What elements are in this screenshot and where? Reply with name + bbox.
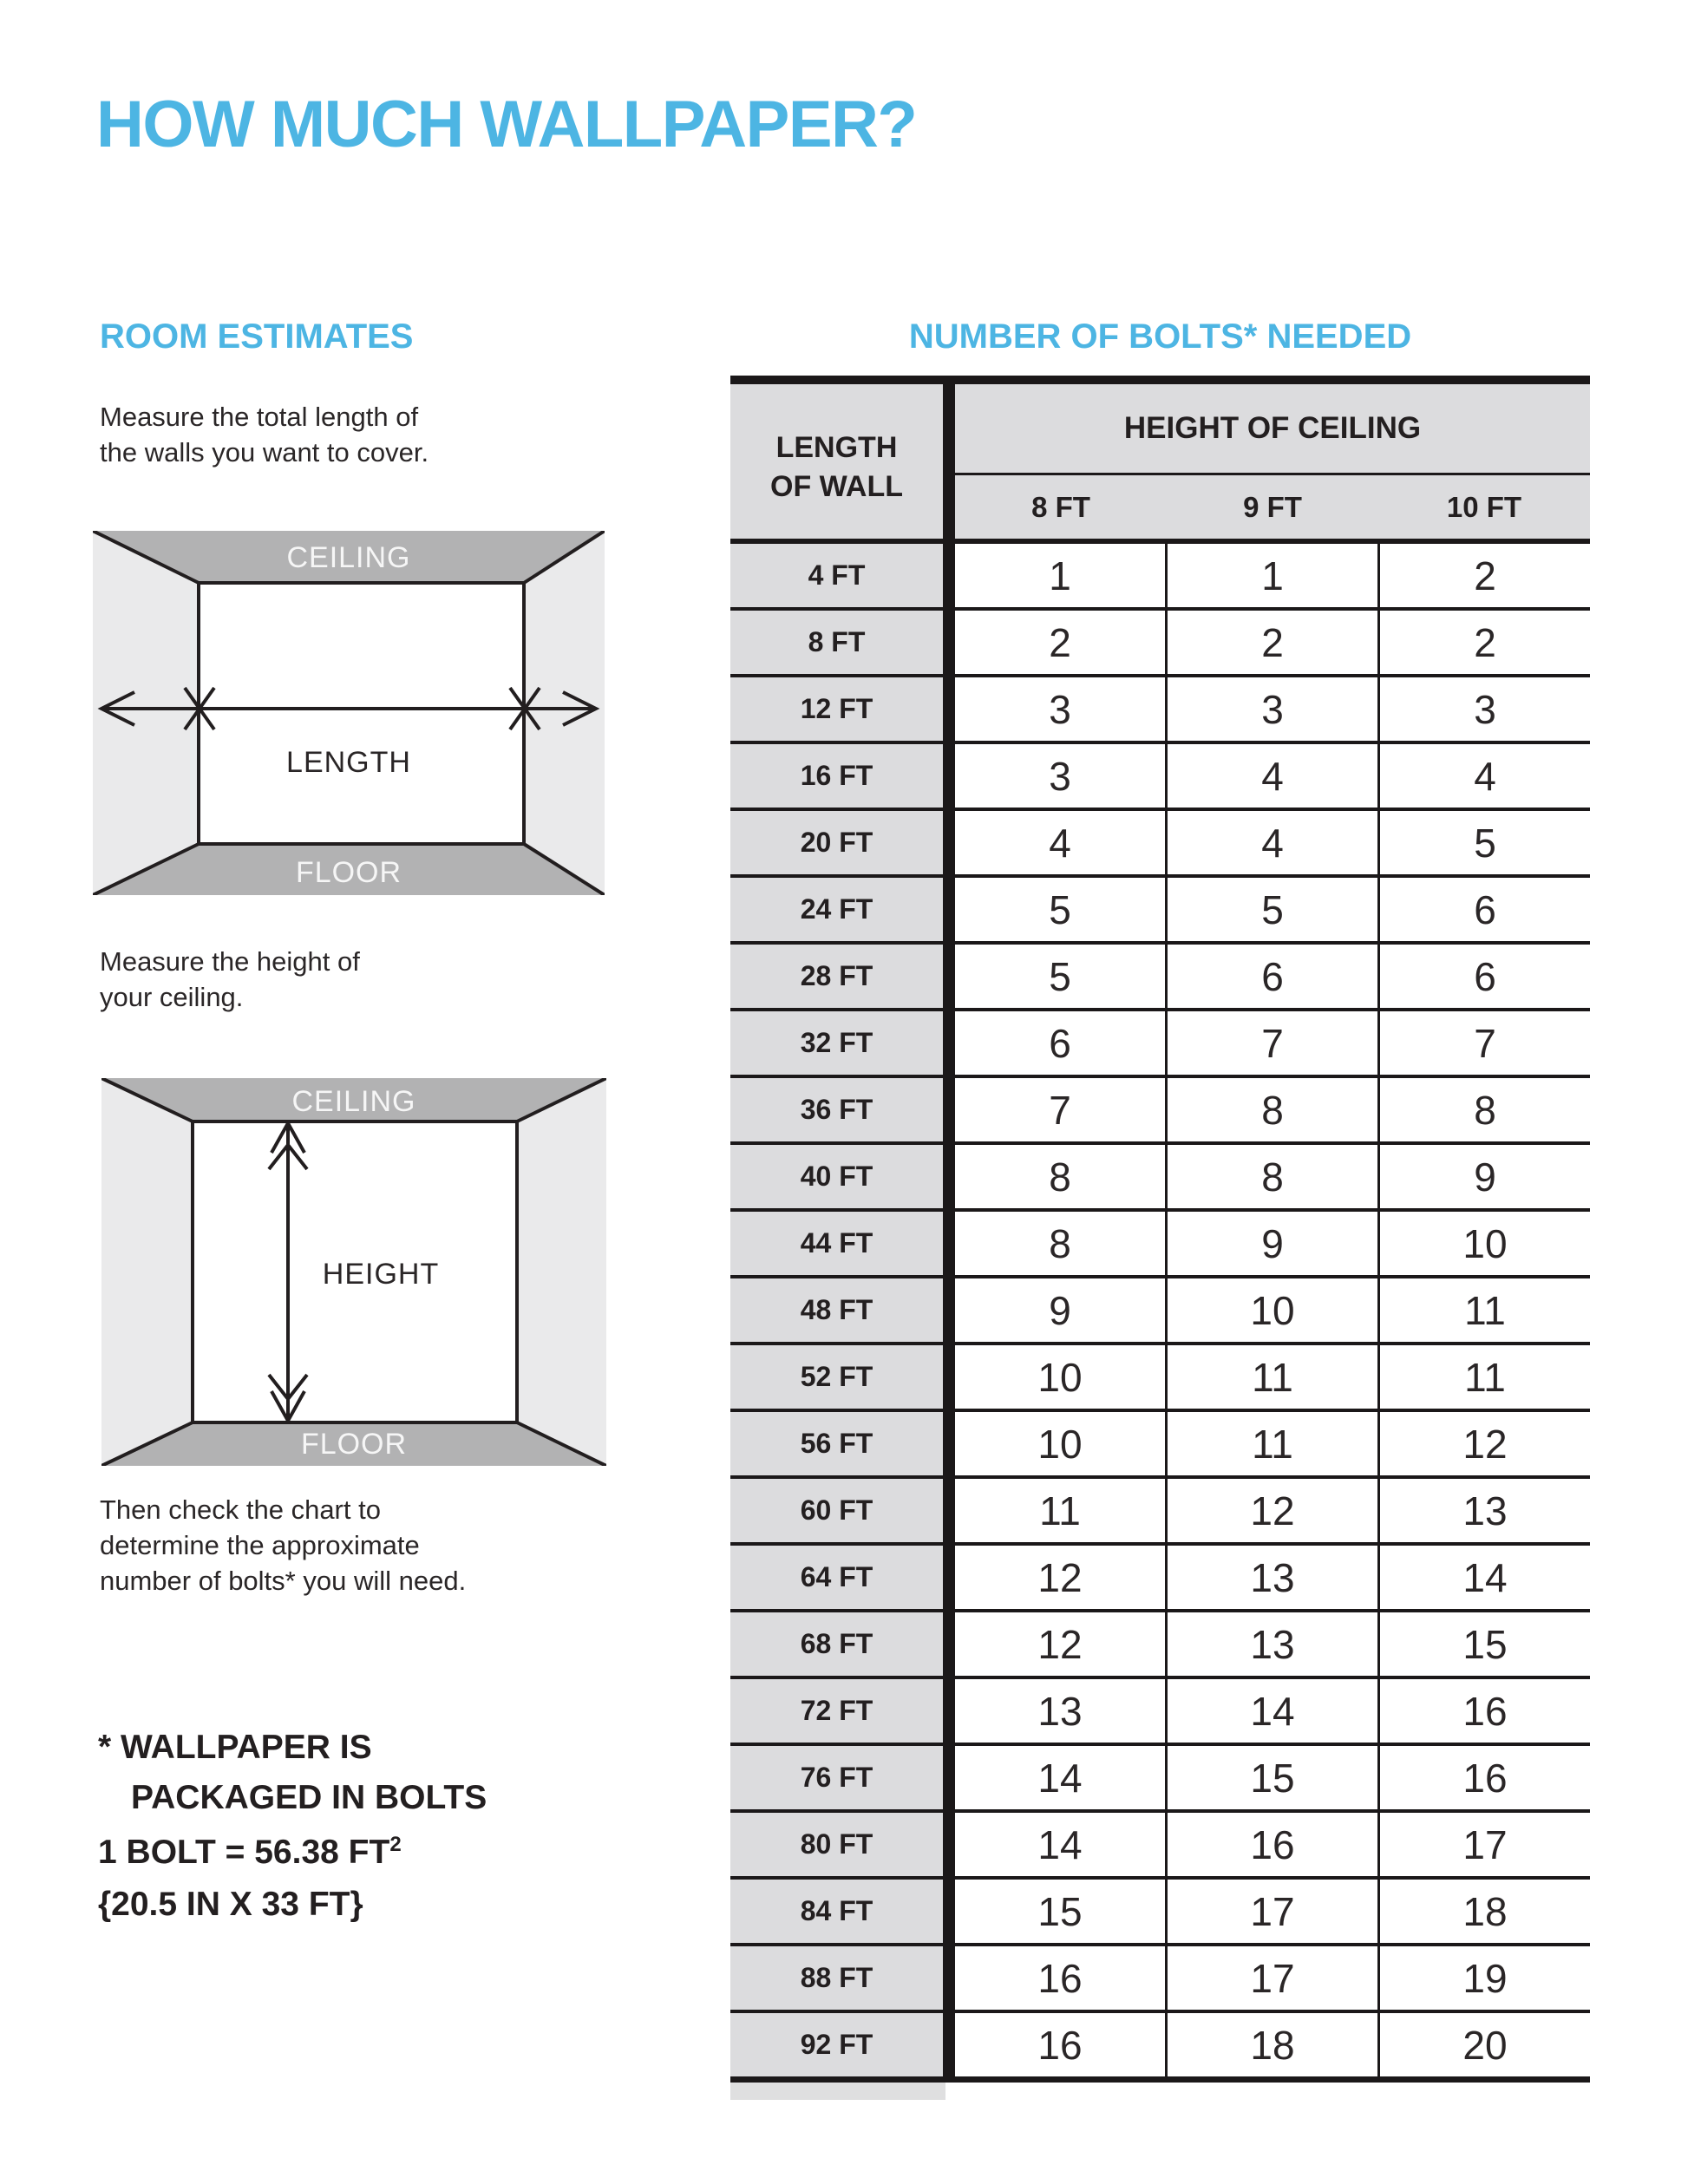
- row-value: 6: [1377, 945, 1590, 1008]
- row-value: 13: [1165, 1546, 1377, 1609]
- paragraph-line: Then check the chart to: [100, 1494, 381, 1525]
- row-value: 9: [1165, 1212, 1377, 1275]
- row-value: 15: [1377, 1612, 1590, 1676]
- column-divider-bar: [943, 1011, 955, 1075]
- room-diagram-length: [93, 531, 605, 895]
- subheader-9ft: 9 FT: [1243, 490, 1302, 523]
- column-divider-bar: [943, 1612, 955, 1676]
- row-value: 1: [955, 544, 1165, 607]
- label-column-footer-strip: [730, 2083, 945, 2100]
- row-value: 13: [1165, 1612, 1377, 1676]
- row-value: 11: [1377, 1345, 1590, 1409]
- row-value: 9: [955, 1278, 1165, 1342]
- column-divider-bar: [943, 1813, 955, 1876]
- column-divider-bar: [943, 1679, 955, 1743]
- row-value: 7: [1377, 1011, 1590, 1075]
- left-wall-surface: [101, 1078, 193, 1466]
- table-row: [730, 878, 1590, 945]
- row-label: 76 FT: [730, 1746, 943, 1809]
- row-value: 16: [1377, 1746, 1590, 1809]
- column-divider-bar: [943, 1479, 955, 1542]
- row-value: 5: [955, 878, 1165, 941]
- row-value: 2: [1165, 611, 1377, 674]
- bolts-footnote: [98, 1723, 487, 1823]
- row-value: 16: [1377, 1679, 1590, 1743]
- row-value: 18: [1165, 2013, 1377, 2076]
- column-divider-bar: [943, 1412, 955, 1475]
- row-value: 3: [955, 677, 1165, 741]
- table-row: [730, 1011, 1590, 1078]
- row-value: 3: [1165, 677, 1377, 741]
- squared-superscript: 2: [389, 1833, 402, 1856]
- height-of-ceiling-header: HEIGHT OF CEILING: [955, 384, 1590, 473]
- row-value: 6: [955, 1011, 1165, 1075]
- row-value: 10: [1165, 1278, 1377, 1342]
- row-value: 3: [1377, 677, 1590, 741]
- row-value: 15: [955, 1880, 1165, 1943]
- floor-label: FLOOR: [300, 1428, 408, 1461]
- table-top-border: [730, 376, 1590, 384]
- table-row: [730, 1145, 1590, 1212]
- row-value: 4: [1165, 811, 1377, 874]
- row-value: 8: [955, 1212, 1165, 1275]
- table-row: [730, 2013, 1590, 2076]
- table-row: [730, 1078, 1590, 1145]
- row-value: 13: [955, 1679, 1165, 1743]
- row-value: 7: [955, 1078, 1165, 1141]
- column-divider-bar: [943, 1946, 955, 2010]
- row-value: 14: [1165, 1679, 1377, 1743]
- row-value: 15: [1165, 1746, 1377, 1809]
- row-value: 7: [1165, 1011, 1377, 1075]
- row-label: 32 FT: [730, 1011, 943, 1075]
- row-value: 10: [955, 1412, 1165, 1475]
- subheader-10ft: 10 FT: [1446, 490, 1522, 523]
- table-row: [730, 744, 1590, 811]
- column-divider-bar: [943, 878, 955, 941]
- bolt-equation-line: 1 BOLT = 56.38 $FT^2$: [98, 1833, 402, 1871]
- row-value: 14: [955, 1813, 1165, 1876]
- table-row: [730, 811, 1590, 878]
- row-value: 16: [955, 1946, 1165, 2010]
- floor-label: FLOOR: [295, 856, 402, 889]
- subheader-8ft: 8 FT: [1031, 490, 1090, 523]
- table-row: [730, 1746, 1590, 1813]
- row-label: 88 FT: [730, 1946, 943, 2010]
- table-row: [730, 1813, 1590, 1880]
- row-value: 14: [1377, 1546, 1590, 1609]
- paragraph-line: Measure the height of: [100, 946, 360, 977]
- column-divider-bar: [943, 1880, 955, 1943]
- table-row: [730, 1212, 1590, 1278]
- row-value: 17: [1377, 1813, 1590, 1876]
- column-divider-bar: [943, 677, 955, 741]
- row-value: 17: [1165, 1946, 1377, 2010]
- row-value: 10: [1377, 1212, 1590, 1275]
- table-rows: [730, 544, 1590, 2076]
- row-label: 4 FT: [730, 544, 943, 607]
- table-row: [730, 945, 1590, 1011]
- row-label: 72 FT: [730, 1679, 943, 1743]
- column-divider-bar: [943, 2013, 955, 2076]
- length-label: LENGTH: [286, 746, 411, 779]
- column-divider-bar: [943, 1278, 955, 1342]
- row-value: 5: [1165, 878, 1377, 941]
- right-wall-surface: [517, 1078, 606, 1466]
- row-label: 40 FT: [730, 1145, 943, 1208]
- row-label: 84 FT: [730, 1880, 943, 1943]
- table-row: [730, 1278, 1590, 1345]
- row-value: 16: [955, 2013, 1165, 2076]
- bolt-equation: [98, 1827, 402, 1931]
- table-row: [730, 1479, 1590, 1546]
- length-of-wall-header: LENGTH OF WALL: [730, 384, 943, 539]
- paragraph-line: your ceiling.: [100, 982, 244, 1012]
- row-label: 8 FT: [730, 611, 943, 674]
- row-value: 2: [955, 611, 1165, 674]
- row-value: 4: [1377, 744, 1590, 808]
- row-value: 11: [1165, 1345, 1377, 1409]
- paragraph-line: number of bolts* you will need.: [100, 1566, 467, 1596]
- bolts-needed-heading: NUMBER OF BOLTS* NEEDED: [908, 317, 1412, 356]
- column-divider-bar: [943, 945, 955, 1008]
- row-value: 12: [1377, 1412, 1590, 1475]
- table-row: [730, 1946, 1590, 2013]
- column-divider-bar: [943, 1078, 955, 1141]
- row-label: 52 FT: [730, 1345, 943, 1409]
- column-divider-bar: [943, 1345, 955, 1409]
- row-value: 11: [955, 1479, 1165, 1542]
- row-value: 8: [955, 1145, 1165, 1208]
- row-label: 92 FT: [730, 2013, 943, 2076]
- height-label: HEIGHT: [322, 1258, 440, 1291]
- table-row: [730, 1679, 1590, 1746]
- row-value: 8: [1165, 1145, 1377, 1208]
- row-value: 19: [1377, 1946, 1590, 2010]
- room-diagram-height: [101, 1078, 606, 1466]
- table-row: [730, 1612, 1590, 1679]
- row-label: 80 FT: [730, 1813, 943, 1876]
- table-row: [730, 1880, 1590, 1946]
- column-divider-bar: [943, 1145, 955, 1208]
- row-value: 10: [955, 1345, 1165, 1409]
- row-value: 14: [955, 1746, 1165, 1809]
- row-value: 9: [1377, 1145, 1590, 1208]
- row-value: 11: [1165, 1412, 1377, 1475]
- row-value: 6: [1165, 945, 1377, 1008]
- row-value: 16: [1165, 1813, 1377, 1876]
- column-divider-bar: [943, 544, 955, 607]
- row-label: 20 FT: [730, 811, 943, 874]
- paragraph-line: determine the approximate: [100, 1530, 420, 1560]
- table-bottom-border: [730, 2076, 1590, 2083]
- row-value: 8: [1165, 1078, 1377, 1141]
- ceiling-height-subheaders: [955, 475, 1590, 539]
- table-row: [730, 1412, 1590, 1479]
- column-divider-bar: [943, 384, 955, 539]
- row-label: 28 FT: [730, 945, 943, 1008]
- row-value: 6: [1377, 878, 1590, 941]
- row-value: 12: [1165, 1479, 1377, 1542]
- row-label: 44 FT: [730, 1212, 943, 1275]
- row-label: 24 FT: [730, 878, 943, 941]
- paragraph-check-chart: [100, 1492, 466, 1599]
- row-value: 12: [955, 1546, 1165, 1609]
- right-wall-surface: [524, 531, 605, 895]
- column-divider-bar: [943, 1212, 955, 1275]
- column-divider-bar: [943, 1746, 955, 1809]
- table-row: [730, 544, 1590, 611]
- row-value: 5: [955, 945, 1165, 1008]
- row-label: 56 FT: [730, 1412, 943, 1475]
- row-value: 13: [1377, 1479, 1590, 1542]
- row-value: 2: [1377, 611, 1590, 674]
- paragraph-measure-length: [100, 399, 429, 470]
- row-value: 18: [1377, 1880, 1590, 1943]
- ceiling-label: CEILING: [291, 1085, 416, 1118]
- page-title: HOW MUCH WALLPAPER?: [96, 88, 917, 161]
- row-label: 16 FT: [730, 744, 943, 808]
- bolts-table: [730, 376, 1590, 2100]
- row-value: 3: [955, 744, 1165, 808]
- table-row: [730, 1546, 1590, 1612]
- paragraph-line: Measure the total length of: [100, 402, 419, 432]
- row-label: 64 FT: [730, 1546, 943, 1609]
- row-value: 5: [1377, 811, 1590, 874]
- row-value: 20: [1377, 2013, 1590, 2076]
- row-label: 12 FT: [730, 677, 943, 741]
- paragraph-line: the walls you want to cover.: [100, 437, 429, 468]
- row-value: 4: [1165, 744, 1377, 808]
- back-wall-surface: [199, 583, 524, 844]
- room-estimates-heading: ROOM ESTIMATES: [100, 317, 414, 356]
- column-divider-bar: [943, 744, 955, 808]
- footnote-line: PACKAGED IN BOLTS: [131, 1779, 487, 1816]
- table-row: [730, 611, 1590, 677]
- column-divider-bar: [943, 811, 955, 874]
- bolt-dimensions-line: {20.5 IN X 33 FT}: [98, 1886, 363, 1923]
- row-label: 36 FT: [730, 1078, 943, 1141]
- row-value: 17: [1165, 1880, 1377, 1943]
- paragraph-measure-height: [100, 944, 360, 1015]
- row-value: 2: [1377, 544, 1590, 607]
- ceiling-label: CEILING: [286, 541, 411, 574]
- table-row: [730, 1345, 1590, 1412]
- table-header: [730, 384, 1590, 539]
- row-label: 68 FT: [730, 1612, 943, 1676]
- row-label: 48 FT: [730, 1278, 943, 1342]
- row-value: 11: [1377, 1278, 1590, 1342]
- column-divider-bar: [943, 1546, 955, 1609]
- footnote-line: * WALLPAPER IS: [98, 1729, 372, 1766]
- ceiling-height-header-group: [955, 384, 1590, 539]
- row-value: 12: [955, 1612, 1165, 1676]
- row-label: 60 FT: [730, 1479, 943, 1542]
- row-value: 1: [1165, 544, 1377, 607]
- column-divider-bar: [943, 611, 955, 674]
- row-value: 4: [955, 811, 1165, 874]
- row-value: 8: [1377, 1078, 1590, 1141]
- table-row: [730, 677, 1590, 744]
